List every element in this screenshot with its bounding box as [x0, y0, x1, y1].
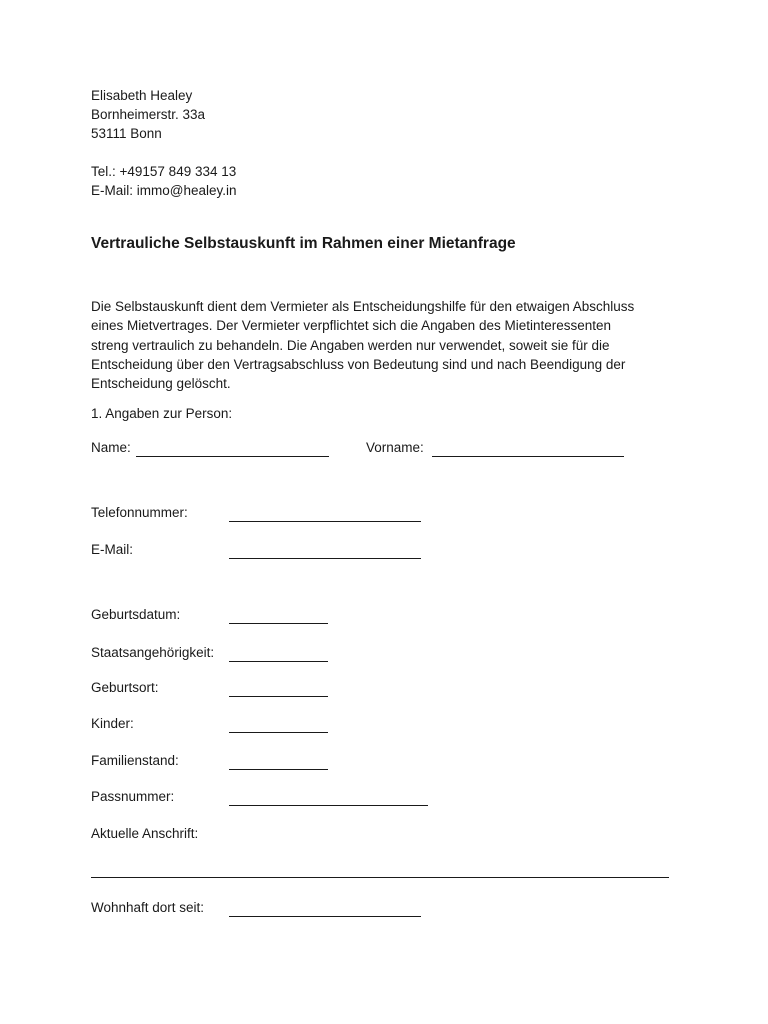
staatsangehoerigkeit-label: Staatsangehörigkeit:: [91, 645, 215, 660]
sender-city: 53111 Bonn: [91, 126, 162, 141]
email-label: E-Mail:: [91, 542, 134, 557]
wohnhaft-row: [91, 900, 691, 920]
email-field[interactable]: [229, 558, 421, 559]
intro-line: Entscheidung über den Vertragsabschluss von Bedeutung sind und nach Beendigung der: [91, 356, 626, 372]
name-row: [91, 440, 691, 460]
intro-line: streng vertraulich zu behandeln. Die Angaben werden nur verwendet, soweit sie für die: [91, 337, 610, 353]
intro-line: eines Mietvertrages. Der Vermieter verpflichtet sich die Angaben des Mietinteressenten: [91, 318, 612, 334]
geburtsort-field[interactable]: [229, 696, 328, 697]
geburtsdatum-field[interactable]: [229, 623, 328, 624]
intro-line: Entscheidung gelöscht.: [91, 376, 231, 392]
sender-street: Bornheimerstr. 33a: [91, 107, 206, 122]
familienstand-label: Familienstand:: [91, 753, 179, 768]
passnummer-label: Passnummer:: [91, 789, 175, 804]
geburtsort-label: Geburtsort:: [91, 680, 159, 695]
telefon-label: Telefonnummer:: [91, 505, 188, 520]
vorname-field[interactable]: [432, 456, 624, 457]
kinder-label: Kinder:: [91, 716, 134, 731]
section-heading: 1. Angaben zur Person:: [91, 406, 233, 421]
kinder-field[interactable]: [229, 732, 328, 733]
name-field[interactable]: [136, 456, 329, 457]
anschrift-label: Aktuelle Anschrift:: [91, 826, 199, 841]
geburtsort-row: [91, 680, 691, 700]
vorname-label: Vorname:: [366, 440, 424, 455]
staatsangehoerigkeit-row: [91, 645, 691, 665]
sender-name: Elisabeth Healey: [91, 88, 193, 103]
kinder-row: [91, 716, 691, 736]
wohnhaft-field[interactable]: [229, 916, 421, 917]
staatsangehoerigkeit-field[interactable]: [229, 661, 328, 662]
passnummer-field[interactable]: [229, 805, 428, 806]
familienstand-row: [91, 753, 691, 773]
intro-paragraph: [91, 297, 671, 393]
document-title: Vertrauliche Selbstauskunft im Rahmen einer Mietanfrage: [91, 235, 516, 252]
passnummer-row: [91, 789, 691, 809]
anschrift-row: [91, 826, 691, 846]
familienstand-field[interactable]: [229, 769, 328, 770]
wohnhaft-label: Wohnhaft dort seit:: [91, 900, 205, 915]
email-row: [91, 542, 691, 562]
name-label: Name:: [91, 440, 131, 455]
geburtsdatum-label: Geburtsdatum:: [91, 607, 181, 622]
sender-email: E-Mail: immo@healey.in: [91, 183, 237, 198]
telefon-field[interactable]: [229, 521, 421, 522]
intro-line: Die Selbstauskunft dient dem Vermieter als Entscheidungshilfe für den etwaigen Abschluss: [91, 299, 635, 314]
anschrift-field[interactable]: [91, 877, 669, 878]
sender-phone: Tel.: +49157 849 334 13: [91, 164, 237, 179]
telefon-row: [91, 505, 691, 525]
geburtsdatum-row: [91, 607, 691, 627]
